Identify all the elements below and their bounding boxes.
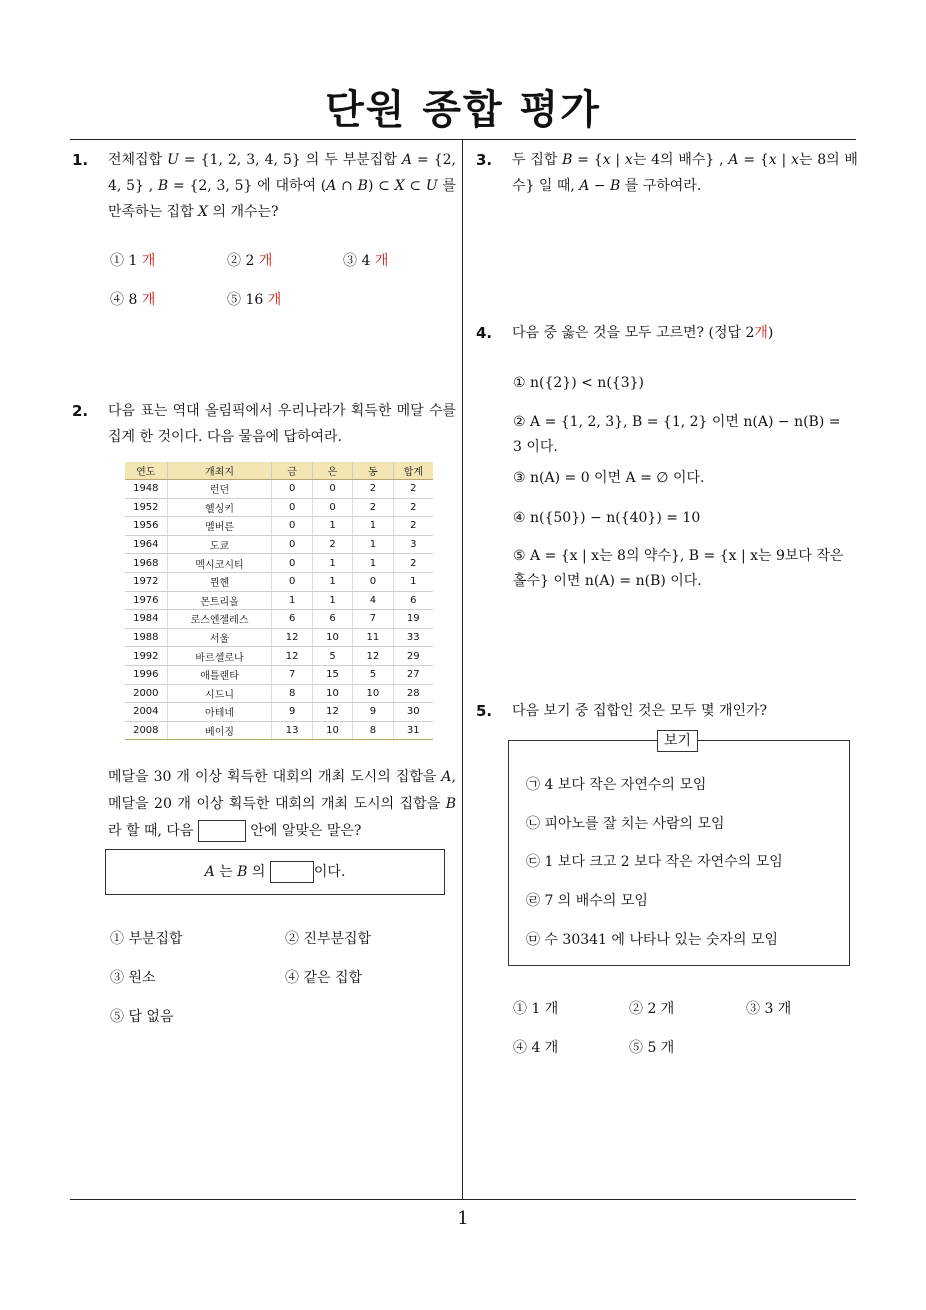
q5-choice-4[interactable]: ④ 4 개: [513, 1040, 559, 1056]
q5-choice-5[interactable]: ⑤ 5 개: [629, 1040, 675, 1056]
cell: 31: [393, 721, 433, 740]
q2-choice-3[interactable]: ③ 원소: [110, 970, 156, 986]
cell: 10: [312, 721, 352, 740]
table-row: [125, 684, 433, 703]
cell: 27: [393, 665, 433, 684]
bogi-label: 보기: [657, 730, 698, 752]
question-text: 두 집합 B = {x | x는 4의 배수} , A = {x | x는 8의 배수} 일 때, A − B 를 구하여라.: [512, 152, 858, 194]
cell: 로스엔젤레스: [167, 610, 272, 629]
cell: 8: [353, 721, 393, 740]
question-5: [476, 698, 858, 724]
cell: 0: [272, 480, 312, 499]
bogi-item-5: ㉤ 수 30341 에 나타나 있는 숫자의 모임: [526, 932, 778, 948]
cell: 12: [272, 628, 312, 647]
cell: 0: [272, 554, 312, 573]
cell: 5: [353, 665, 393, 684]
question-text: 다음 표는 역대 올림픽에서 우리나라가 획득한 메달 수를 집계 한 것이다. 다음 물음에 답하여라.: [108, 403, 456, 445]
cell: 10: [312, 628, 352, 647]
q4-option-5[interactable]: ⑤ A = {x | x는 8의 약수}, B = {x | x는 9보다 작은 홀수} 이면 n(A) = n(B) 이다.: [513, 548, 844, 589]
top-rule: [70, 139, 856, 140]
cell: 멕시코시티: [167, 554, 272, 573]
question-number: 1.: [72, 151, 89, 169]
table-row: [125, 517, 433, 536]
cell: 서울: [167, 628, 272, 647]
bottom-rule: [70, 1199, 856, 1200]
cell: 15: [312, 665, 352, 684]
question-4: [476, 320, 858, 346]
cell: 0: [272, 498, 312, 517]
cell: 0: [312, 480, 352, 499]
cell: 5: [312, 647, 352, 666]
cell: 2: [353, 498, 393, 517]
cell: 1: [272, 591, 312, 610]
bogi-item-3: ㉢ 1 보다 크고 2 보다 작은 자연수의 모임: [526, 854, 783, 870]
cell: 1992: [125, 647, 167, 666]
cell: 10: [312, 684, 352, 703]
q5-choice-2[interactable]: ② 2 개: [629, 1001, 675, 1017]
cell: 2: [353, 480, 393, 499]
q1-choice-5[interactable]: ⑤ 16 개: [227, 292, 282, 308]
table-row: [125, 721, 433, 740]
bogi-item-2: ㉡ 피아노를 잘 치는 사람의 모임: [526, 816, 725, 832]
cell: 도쿄: [167, 535, 272, 554]
col-header-total: 합계: [393, 462, 433, 480]
cell: 베이징: [167, 721, 272, 740]
question-text: 전체집합 U = {1, 2, 3, 4, 5} 의 두 부분집합 A = {2, 4, 5} , B = {2, 3, 5} 에 대하여 (A ∩ B) ⊂ X ⊂ U 를 만족하는 집합 X 의 개수는?: [108, 152, 457, 220]
cell: 13: [272, 721, 312, 740]
cell: 1996: [125, 665, 167, 684]
cell: 0: [312, 498, 352, 517]
table-header-row: [125, 462, 433, 480]
cell: 19: [393, 610, 433, 629]
table-row: [125, 498, 433, 517]
blank-box: [270, 861, 314, 883]
q2-choice-1[interactable]: ① 부분집합: [110, 931, 183, 947]
cell: 12: [272, 647, 312, 666]
cell: 6: [272, 610, 312, 629]
cell: 1: [312, 572, 352, 591]
table-row: [125, 591, 433, 610]
table-row: [125, 535, 433, 554]
table-row: [125, 480, 433, 499]
cell: 1956: [125, 517, 167, 536]
cell: 1988: [125, 628, 167, 647]
question-1: [72, 147, 456, 225]
q1-choice-4[interactable]: ④ 8 개: [110, 292, 156, 308]
table-row: [125, 554, 433, 573]
cell: 1: [353, 554, 393, 573]
q2-choice-2[interactable]: ② 진부분집합: [285, 931, 372, 947]
cell: 1: [393, 572, 433, 591]
cell: 2: [393, 554, 433, 573]
cell: 0: [353, 572, 393, 591]
cell: 29: [393, 647, 433, 666]
cell: 2: [312, 535, 352, 554]
cell: 9: [353, 703, 393, 722]
cell: 1: [312, 591, 352, 610]
statement-box: A 는 B 의 이다.: [105, 849, 445, 895]
q4-option-4[interactable]: ④ n({50}) − n({40}) = 10: [513, 510, 701, 526]
cell: 10: [353, 684, 393, 703]
cell: 1972: [125, 572, 167, 591]
col-header-silver: 은: [312, 462, 352, 480]
cell: 11: [353, 628, 393, 647]
cell: 1984: [125, 610, 167, 629]
cell: 아테네: [167, 703, 272, 722]
col-header-city: 개최지: [167, 462, 272, 480]
q1-choice-3[interactable]: ③ 4 개: [343, 253, 389, 269]
cell: 몬트리올: [167, 591, 272, 610]
cell: 3: [393, 535, 433, 554]
cell: 0: [272, 517, 312, 536]
cell: 런던: [167, 480, 272, 499]
cell: 2: [393, 480, 433, 499]
bogi-item-4: ㉣ 7 의 배수의 모임: [526, 893, 648, 909]
q5-choice-3[interactable]: ③ 3 개: [746, 1001, 792, 1017]
page-title: 단원 종합 평가: [325, 87, 601, 133]
question-number: 3.: [476, 151, 493, 169]
q4-option-1[interactable]: ① n({2}) < n({3}): [513, 375, 644, 391]
cell: 멜버른: [167, 517, 272, 536]
cell: 2004: [125, 703, 167, 722]
q2-choice-4[interactable]: ④ 같은 집합: [285, 970, 362, 986]
cell: 1: [353, 535, 393, 554]
col-header-gold: 금: [272, 462, 312, 480]
q1-choice-2[interactable]: ② 2 개: [227, 253, 273, 269]
q5-choice-1[interactable]: ① 1 개: [513, 1001, 559, 1017]
cell: 2008: [125, 721, 167, 740]
question-text: 다음 보기 중 집합인 것은 모두 몇 개인가?: [512, 703, 768, 719]
cell: 7: [353, 610, 393, 629]
cell: 30: [393, 703, 433, 722]
table-row: [125, 665, 433, 684]
table-row: [125, 628, 433, 647]
cell: 7: [272, 665, 312, 684]
q2-choice-5[interactable]: ⑤ 답 없음: [110, 1009, 174, 1025]
cell: 2: [393, 498, 433, 517]
q1-choice-1[interactable]: ① 1 개: [110, 253, 156, 269]
q4-option-3[interactable]: ③ n(A) = 0 이면 A = ∅ 이다.: [513, 470, 705, 486]
cell: 바르셀로나: [167, 647, 272, 666]
question-text: 다음 중 옳은 것을 모두 고르면? (정답 2개): [512, 325, 774, 341]
table-row: [125, 610, 433, 629]
page-number: 1: [457, 1208, 469, 1229]
cell: 1: [353, 517, 393, 536]
cell: 33: [393, 628, 433, 647]
cell: 1968: [125, 554, 167, 573]
cell: 9: [272, 703, 312, 722]
question-3: [476, 147, 858, 199]
cell: 2: [393, 517, 433, 536]
table-row: [125, 572, 433, 591]
bogi-box: [508, 733, 850, 966]
cell: 6: [312, 610, 352, 629]
cell: 12: [312, 703, 352, 722]
cell: 1964: [125, 535, 167, 554]
question-number: 2.: [72, 402, 89, 420]
cell: 0: [272, 535, 312, 554]
question-number: 5.: [476, 702, 493, 720]
cell: 6: [393, 591, 433, 610]
cell: 2000: [125, 684, 167, 703]
column-divider: [462, 139, 463, 1200]
bogi-item-1: ㉠ 4 보다 작은 자연수의 모임: [526, 777, 707, 793]
q4-option-2[interactable]: ② A = {1, 2, 3}, B = {1, 2} 이면 n(A) − n(B) = 3 이다.: [513, 414, 841, 455]
cell: 시드니: [167, 684, 272, 703]
question-number: 4.: [476, 324, 493, 342]
cell: 12: [353, 647, 393, 666]
cell: 애틀랜타: [167, 665, 272, 684]
table-row: [125, 703, 433, 722]
cell: 뮌헨: [167, 572, 272, 591]
question-2: [72, 398, 456, 450]
cell: 1: [312, 554, 352, 573]
cell: 8: [272, 684, 312, 703]
cell: 28: [393, 684, 433, 703]
cell: 1952: [125, 498, 167, 517]
cell: 헬싱키: [167, 498, 272, 517]
blank-box: [198, 820, 246, 842]
col-header-bronze: 동: [353, 462, 393, 480]
cell: 1976: [125, 591, 167, 610]
cell: 0: [272, 572, 312, 591]
cell: 1948: [125, 480, 167, 499]
subquestion-text: 메달을 30 개 이상 획득한 대회의 개최 도시의 집합을 A, 메달을 20 개 이상 획득한 대회의 개최 도시의 집합을 B 라 할 때, 다음 안에 알맞은 말은?: [108, 764, 456, 845]
question-2-subquestion: [108, 764, 456, 845]
medal-table: [125, 462, 433, 740]
col-header-year: 연도: [125, 462, 167, 480]
cell: 4: [353, 591, 393, 610]
cell: 1: [312, 517, 352, 536]
table-row: [125, 647, 433, 666]
